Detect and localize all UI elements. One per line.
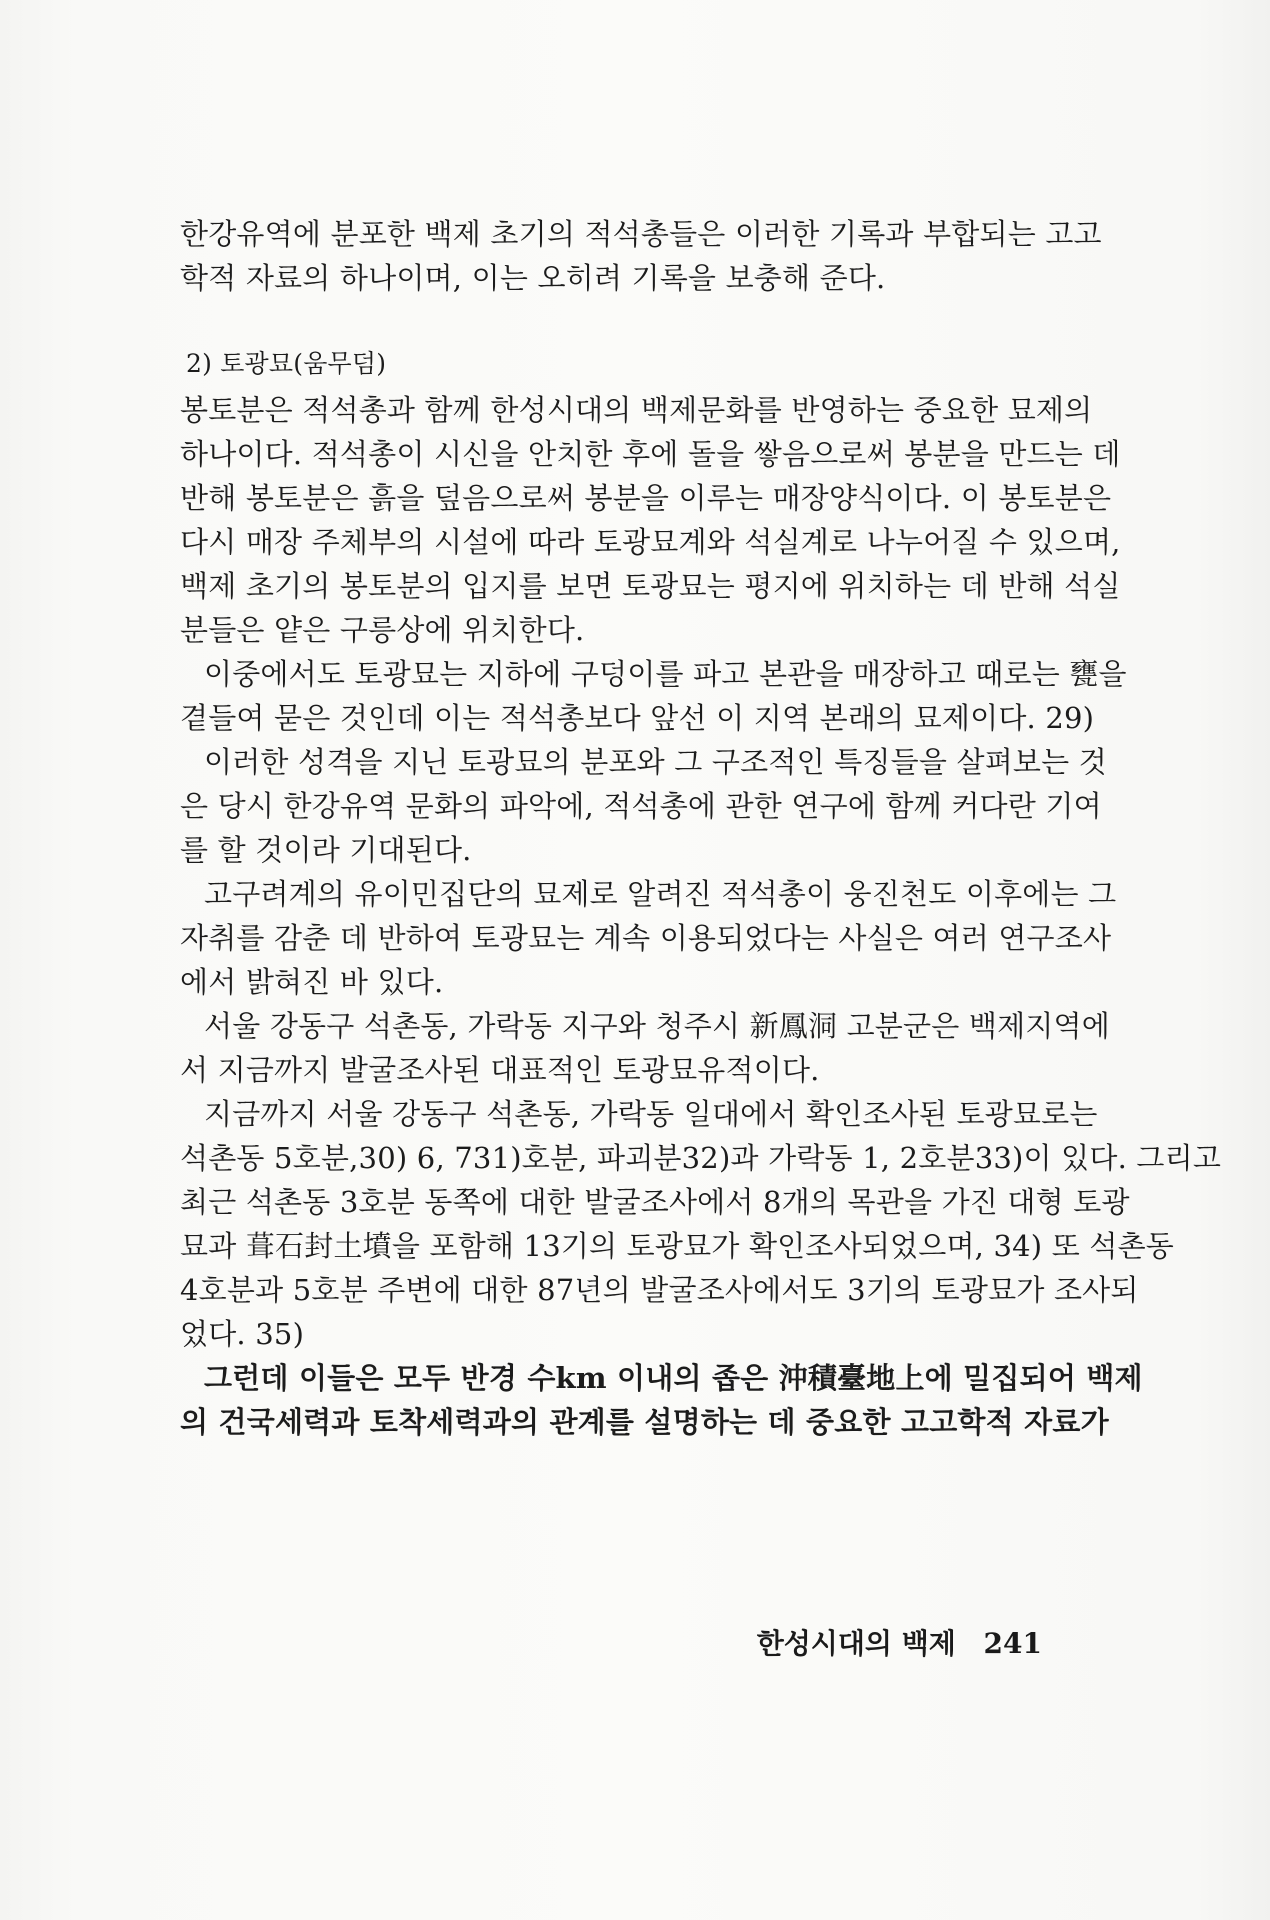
paragraph-line: 를 할 것이라 기대된다. [180,833,472,867]
paragraph-line: 었다. 35) [180,1317,305,1351]
page-number: 241 [983,1627,1042,1660]
paragraph-line: 다시 매장 주체부의 시설에 따라 토광묘계와 석실계로 나누어질 수 있으며, [180,525,1121,559]
paragraph-line: 최근 석촌동 3호분 동쪽에 대한 발굴조사에서 8개의 목관을 가진 대형 토광 [180,1185,1130,1219]
paragraph-line: 하나이다. 적석총이 시신을 안치한 후에 돌을 쌓음으로써 봉분을 만드는 데 [180,437,1121,471]
paragraph-line: 석촌동 5호분,30) 6, 731)호분, 파괴분32)과 가락동 1, 2호분33)이 있다. 그리고 [180,1141,1222,1175]
paragraph-line: 학적 자료의 하나이며, 이는 오히려 기록을 보충해 준다. [180,261,886,295]
paragraph-line: 은 당시 한강유역 문화의 파악에, 적석총에 관한 연구에 함께 커다란 기여 [180,789,1102,823]
paragraph-line: 묘과 葺石封土墳을 포함해 13기의 토광묘가 확인조사되었으며, 34) 또 석촌동 [180,1229,1175,1263]
paragraph-line: 분들은 얕은 구릉상에 위치한다. [180,613,585,647]
paragraph-line: 고구려계의 유이민집단의 묘제로 알려진 적석총이 웅진천도 이후에는 그 [204,877,1117,911]
paragraph-line: 에서 밝혀진 바 있다. [180,965,444,999]
paragraph-line: 4호분과 5호분 주변에 대한 87년의 발굴조사에서도 3기의 토광묘가 조사되 [180,1273,1139,1307]
paragraph-line: 자취를 감춘 데 반하여 토광묘는 계속 이용되었다는 사실은 여러 연구조사 [180,921,1112,955]
paragraph-line: 그런데 이들은 모두 반경 수km 이내의 좁은 沖積臺地上에 밀집되어 백제 [204,1361,1143,1395]
paragraph-line: 이중에서도 토광묘는 지하에 구덩이를 파고 본관을 매장하고 때로는 甕을 [204,657,1127,691]
paragraph-line: 의 건국세력과 토착세력과의 관계를 설명하는 데 중요한 고고학적 자료가 [180,1405,1109,1439]
page-footer [757,1622,1042,1662]
paragraph-line: 한강유역에 분포한 백제 초기의 적석총들은 이러한 기록과 부합되는 고고 [180,217,1102,251]
paragraph-line: 서울 강동구 석촌동, 가락동 지구와 청주시 新鳳洞 고분군은 백제지역에 [204,1009,1110,1043]
paragraph-line: 이러한 성격을 지닌 토광묘의 분포와 그 구조적인 특징들을 살펴보는 것 [204,745,1107,779]
body-text [180,212,1222,1444]
section-heading: 2) 토광묘(움무덤) [186,349,387,378]
paragraph-line: 지금까지 서울 강동구 석촌동, 가락동 일대에서 확인조사된 토광묘로는 [204,1097,1098,1131]
paragraph-line: 서 지금까지 발굴조사된 대표적인 토광묘유적이다. [180,1053,820,1087]
paragraph-line: 반해 봉토분은 흙을 덮음으로써 봉분을 이루는 매장양식이다. 이 봉토분은 [180,481,1112,515]
paragraph-line: 백제 초기의 봉토분의 입지를 보면 토광묘는 평지에 위치하는 데 반해 석실 [180,569,1121,603]
paragraph-line: 봉토분은 적석총과 함께 한성시대의 백제문화를 반영하는 중요한 묘제의 [180,393,1093,427]
running-title: 한성시대의 백제 [756,1627,956,1660]
paragraph-line: 곁들여 묻은 것인데 이는 적석총보다 앞선 이 지역 본래의 묘제이다. 29) [180,701,1095,735]
